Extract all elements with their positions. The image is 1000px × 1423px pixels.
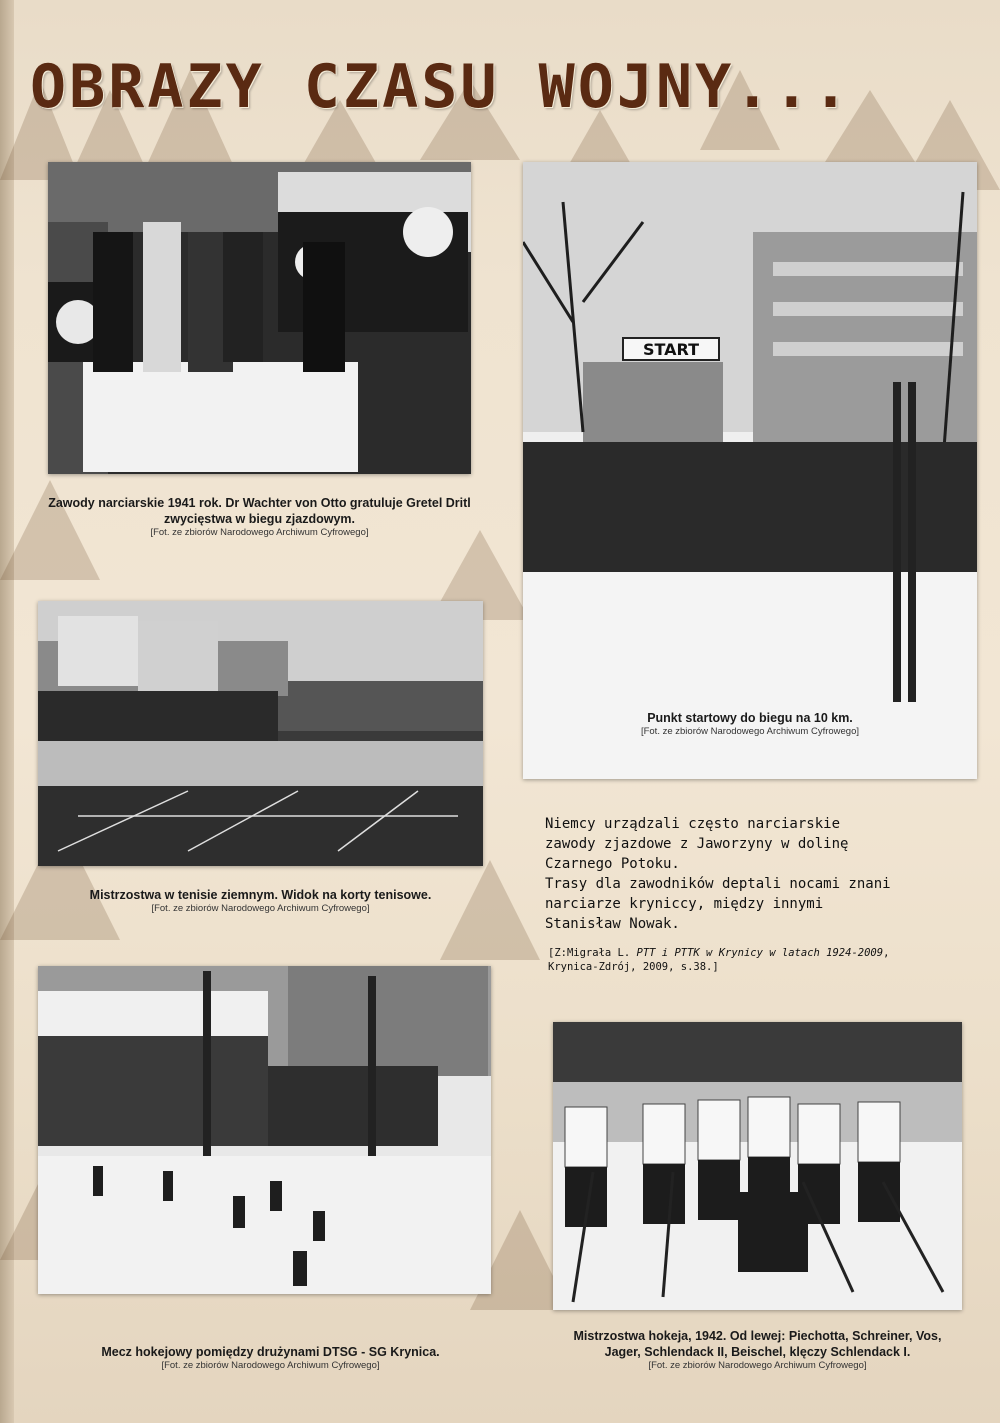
reference-citation	[548, 946, 978, 974]
caption-hockey-team-line-2: Jager, Schlendack II, Beischel, klęczy Schlendack I.	[604, 1345, 911, 1359]
start-banner-text: START	[642, 340, 700, 359]
reference-suffix: ,	[883, 947, 890, 959]
caption-hockey-match-source: [Fot. ze zbiorów Narodowego Archiwum Cyfrowego]	[161, 1360, 380, 1371]
photo-tennis-courts	[38, 601, 483, 866]
caption-tennis-text: Mistrzostwa w tenisie ziemnym. Widok na korty tenisowe.	[89, 888, 432, 902]
quote-line-2: zawody zjazdowe z Jaworzyny w dolinę	[545, 836, 849, 852]
caption-hockey-match	[38, 1344, 503, 1372]
page-title: OBRAZY CZASU WOJNY...	[30, 52, 852, 122]
caption-start-point-source: [Fot. ze zbiorów Narodowego Archiwum Cyfrowego]	[640, 726, 860, 737]
caption-ski-award	[48, 495, 471, 539]
photo-hockey-match-image	[38, 966, 491, 1294]
quote-line-6: Stanisław Nowak.	[545, 916, 680, 932]
caption-tennis-source: [Fot. ze zbiorów Narodowego Archiwum Cyfrowego]	[151, 903, 370, 914]
caption-start-point-text: Punkt startowy do biegu na 10 km.	[647, 711, 853, 725]
photo-start-point-image	[523, 162, 977, 779]
caption-ski-award-text: Zawody narciarskie 1941 rok. Dr Wachter von Otto gratuluje Gretel Dritl zwycięstwa w biegu zjazdowym.	[48, 496, 471, 526]
photo-tennis-courts-image	[38, 601, 483, 866]
photo-hockey-team	[553, 1022, 962, 1310]
caption-tennis	[38, 887, 483, 915]
quote-line-1: Niemcy urządzali często narciarskie	[545, 816, 841, 832]
caption-hockey-team	[520, 1328, 995, 1372]
caption-hockey-team-line-1: Mistrzostwa hokeja, 1942. Od lewej: Piechotta, Schreiner, Vos,	[573, 1329, 942, 1343]
reference-line-2: Krynica-Zdrój, 2009, s.38.]	[548, 961, 719, 973]
quote-line-5: narciarze kryniccy, między innymi	[545, 896, 824, 912]
photo-ski-award-ceremony	[48, 162, 471, 474]
quote-line-3: Czarnego Potoku.	[545, 856, 680, 872]
caption-start-point	[560, 710, 940, 738]
caption-hockey-team-source: [Fot. ze zbiorów Narodowego Archiwum Cyfrowego]	[648, 1360, 867, 1371]
reference-book-title: PTT i PTTK w Krynicy w latach 1924-2009	[636, 947, 884, 959]
photo-ski-award-image	[48, 162, 471, 474]
photo-hockey-team-image	[553, 1022, 962, 1310]
caption-ski-award-source: [Fot. ze zbiorów Narodowego Archiwum Cyfrowego]	[150, 527, 369, 538]
photo-hockey-match	[38, 966, 491, 1294]
caption-hockey-match-text: Mecz hokejowy pomiędzy drużynami DTSG - SG Krynica.	[101, 1345, 440, 1359]
photo-start-point	[523, 162, 977, 779]
reference-prefix: [Z:Migrała L.	[548, 947, 637, 959]
quote-text	[545, 814, 985, 934]
quote-line-4: Trasy dla zawodników deptali nocami znani	[545, 876, 891, 892]
